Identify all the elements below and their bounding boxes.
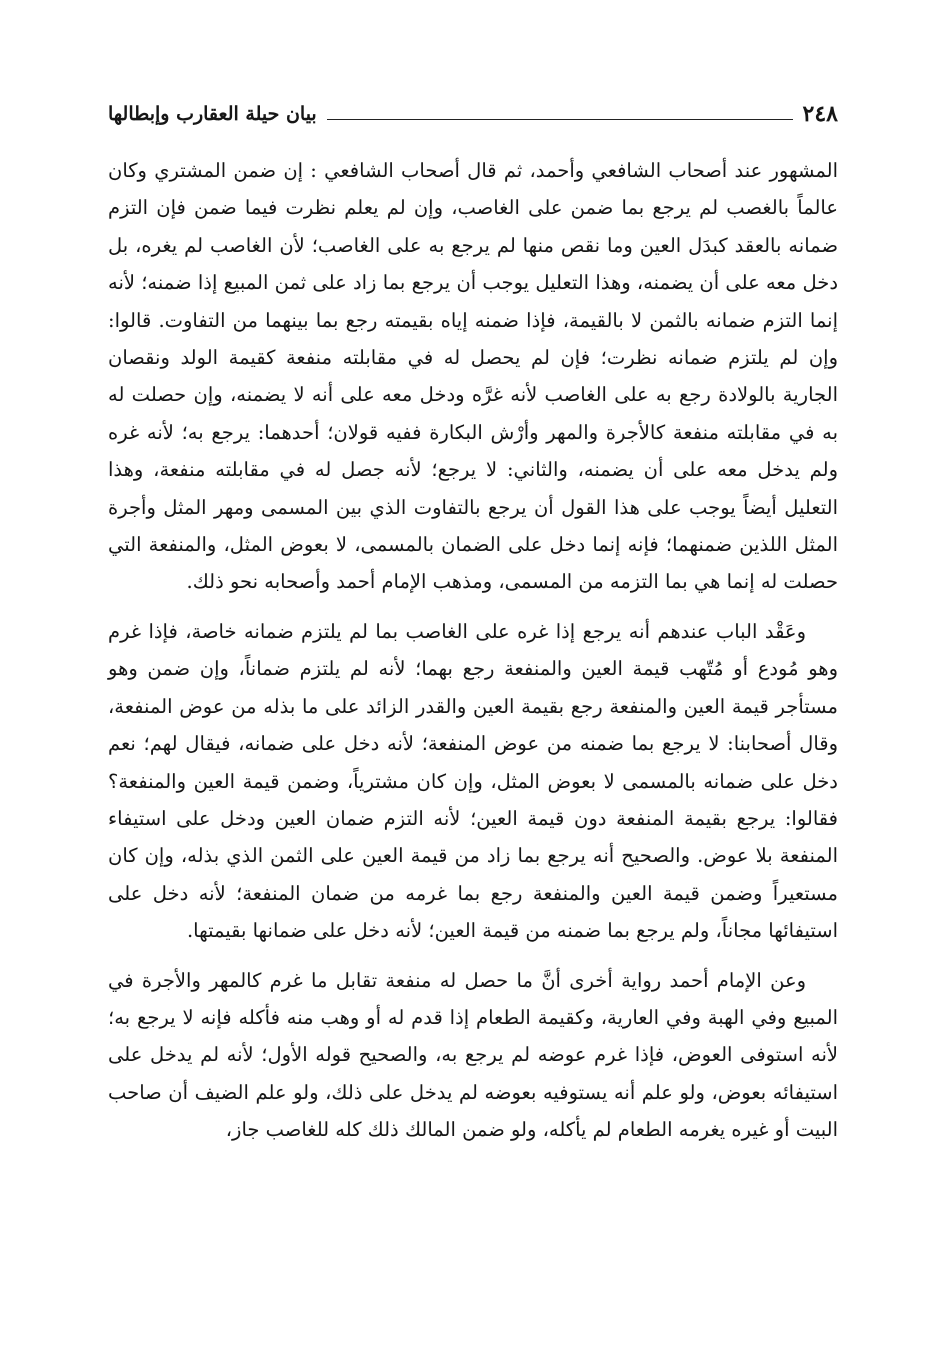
header-rule <box>327 119 793 120</box>
running-title: بيان حيلة العقارب وإبطالها <box>108 103 317 125</box>
page-number: ٢٤٨ <box>802 101 838 127</box>
book-page <box>108 96 838 1149</box>
running-head <box>108 96 838 126</box>
paragraph: المشهور عند أصحاب الشافعي وأحمد، ثم قال أصحاب الشافعي : إن ضمن المشتري وكان عالماً بالغصب لم يرجع بما ضمن على الغاصب، وإن لم يعلم نظرت فيما ضمن فإن التزم ضمانه بالعقد كبدَل العين وما نقص منها لم يرجع به على الغاصب؛ لأن الغاصب لم يغره، بل دخل معه على أن يضمنه، وهذا التعليل يوجب أن يرجع بما زاد على ثمن المبيع إذا ضمنه؛ لأنه إنما التزم ضمانه بالثمن لا بالقيمة، فإذا ضمنه إياه بقيمته رجع بما بينهما من التفاوت. قالوا: وإن لم يلتزم ضمانه نظرت؛ فإن لم يحصل له في مقابلته منفعة كقيمة الولد ونقصان الجارية بالولادة رجع به على الغاصب لأنه غرَّه ودخل معه على أنه لا يضمنه، وإن حصلت له به في مقابلته منفعة كالأجرة والمهر وأرْش البكارة ففيه قولان؛ أحدهما: يرجع به؛ لأنه غره ولم يدخل معه على أن يضمنه، والثاني: لا يرجع؛ لأنه جصل له في مقابلته منفعة، وهذا التعليل أيضاً يوجب على هذا القول أن يرجع بالتفاوت الذي بين المسمى ومهر المثل وأجرة المثل اللذين ضمنهما؛ فإنه إنما دخل على الضمان بالمسمى، لا بعوض المثل، والمنفعة التي حصلت له إنما هي بما التزمه من المسمى، ومذهب الإمام أحمد وأصحابه نحو ذلك. <box>108 159 838 594</box>
body-text <box>108 152 838 1149</box>
paragraph: وعن الإمام أحمد رواية أخرى أنَّ ما حصل له منفعة تقابل ما غرم كالمهر والأجرة في المبيع وفي الهبة وفي العارية، وكقيمة الطعام إذا قدم له أو وهب منه فأكله فإنه لا يرجع به؛ لأنه استوفى العوض، فإذا غرم عوضه لم يرجع به، والصحيح قوله الأول؛ لأنه لم يدخل على استيفائه بعوض، ولو علم أنه يستوفيه بعوضه لم يدخل على ذلك، ولو علم الضيف أن صاحب البيت أو غيره يغرمه الطعام لم يأكله، ولو ضمن المالك ذلك كله للغاصب جاز، <box>108 968 838 1142</box>
paragraph: وعَقْد الباب عندهم أنه يرجع إذا غره على الغاصب بما لم يلتزم ضمانه خاصة، فإذا غرم وهو مُودع أو مُتّهب قيمة العين والمنفعة رجع بهما؛ لأنه لم يلتزم ضماناً، وإن ضمن وهو مستأجر قيمة العين والمنفعة رجع بقيمة العين والقدر الزائد على ما بذله من عوض المنفعة، وقال أصحابنا: لا يرجع بما ضمنه من عوض المنفعة؛ لأنه دخل على ضمانه، فيقال لهم؛ نعم دخل على ضمانه بالمسمى لا بعوض المثل، وإن كان مشترياً، وضمن قيمة العين والمنفعة؟ فقالوا: يرجع بقيمة المنفعة دون قيمة العين؛ لأنه التزم ضمان العين ودخل على استيفاء المنفعة بلا عوض. والصحيح أنه يرجع بما زاد من قيمة العين على الثمن الذي بذله، وإن كان مستعيراً وضمن قيمة العين والمنفعة رجع بما غرمه من ضمان المنفعة؛ لأنه دخل على استيفائها مجاناً، ولم يرجع بما ضمنه من قيمة العين؛ لأنه دخل على ضمانها بقيمتها. <box>108 619 838 943</box>
